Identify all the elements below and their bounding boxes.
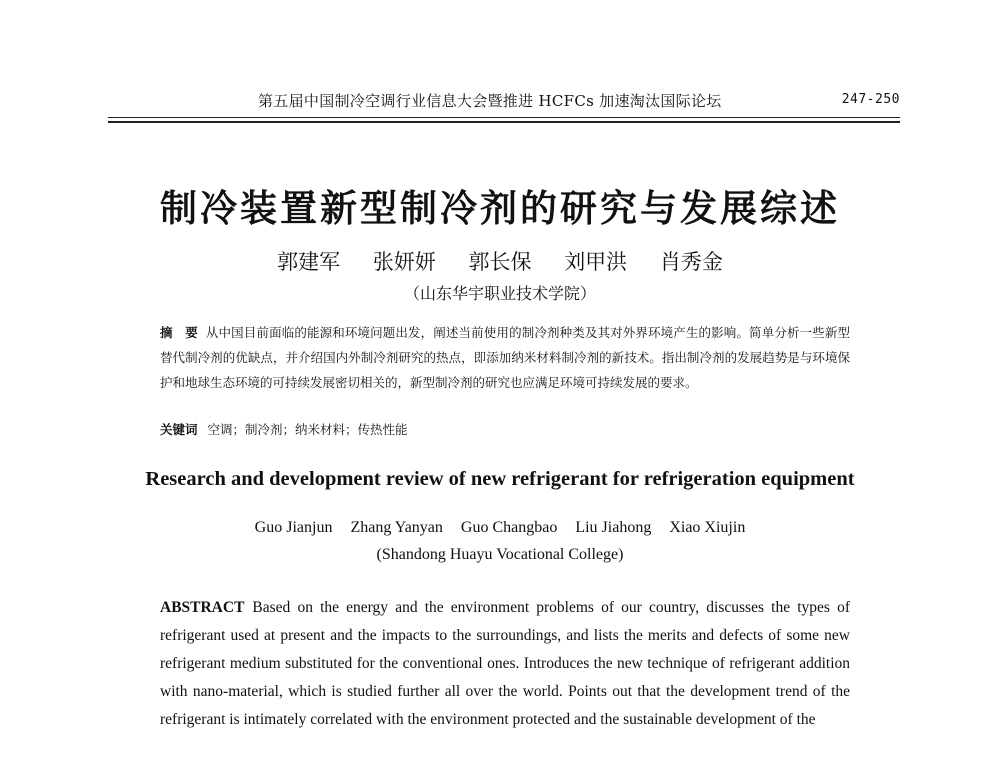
chinese-keywords-text: 空调；制冷剂；纳米材料；传热性能 [207,422,408,437]
header-rule-thin [108,117,900,118]
english-author: Guo Changbao [460,519,558,536]
chinese-keywords [160,420,850,438]
english-author: Xiao Xiujin [669,519,746,536]
chinese-abstract-text: 从中国目前面临的能源和环境问题出发，阐述当前使用的制冷剂种类及其对外界环境产生的影响。简单分析一些新型替代制冷剂的优缺点，并介绍国内外制冷剂研究的热点，即添加纳米材料制冷剂的新技术。指出制冷剂的发展趋势是与环境保护和地球生态环境的可持续发展密切相关的，新型制冷剂的研究也应满足环境可持续发展的要求。 [160,325,850,390]
english-abstract [160,594,850,734]
header-rule-thick [108,121,900,123]
chinese-author: 郭建军 [277,250,341,274]
chinese-abstract [160,320,850,395]
chinese-keywords-label: 关键词 [160,422,198,437]
page-range: 247-250 [841,92,900,107]
chinese-affiliation: （山东华宇职业技术学院） [403,284,596,303]
chinese-author: 刘甲洪 [564,250,628,274]
english-author: Guo Jianjun [254,519,333,536]
english-abstract-label: ABSTRACT [160,599,245,616]
chinese-author: 张妍妍 [372,250,436,274]
chinese-title: 制冷装置新型制冷剂的研究与发展综述 [160,187,840,230]
english-authors [0,519,1000,537]
english-author: Liu Jiahong [575,519,652,536]
english-abstract-text: Based on the energy and the environment problems of our country, discusses the types of refrigerant used at present and the impacts to the surroundings, and lists the merits and defects of some new refrigerant medium substituted for the conventional ones. Introduces the new technique of refrigerant addition with nano-material, which is studied further all over the world. Points out that the development trend of the refrigerant is intimately correlated with the environment protected and the sustainable development of the [160,599,850,728]
conference-name: 第五届中国制冷空调行业信息大会暨推进 HCFCs 加速淘汰国际论坛 [258,92,722,110]
english-author: Zhang Yanyan [350,519,443,536]
chinese-authors [0,246,1000,276]
chinese-abstract-label: 摘 要 [160,325,198,340]
running-header [108,86,900,114]
chinese-author: 肖秀金 [659,250,723,274]
chinese-author: 郭长保 [468,250,532,274]
english-affiliation: (Shandong Huayu Vocational College) [376,546,624,563]
english-title: Research and development review of new refrigerant for refrigeration equipment [145,468,855,490]
